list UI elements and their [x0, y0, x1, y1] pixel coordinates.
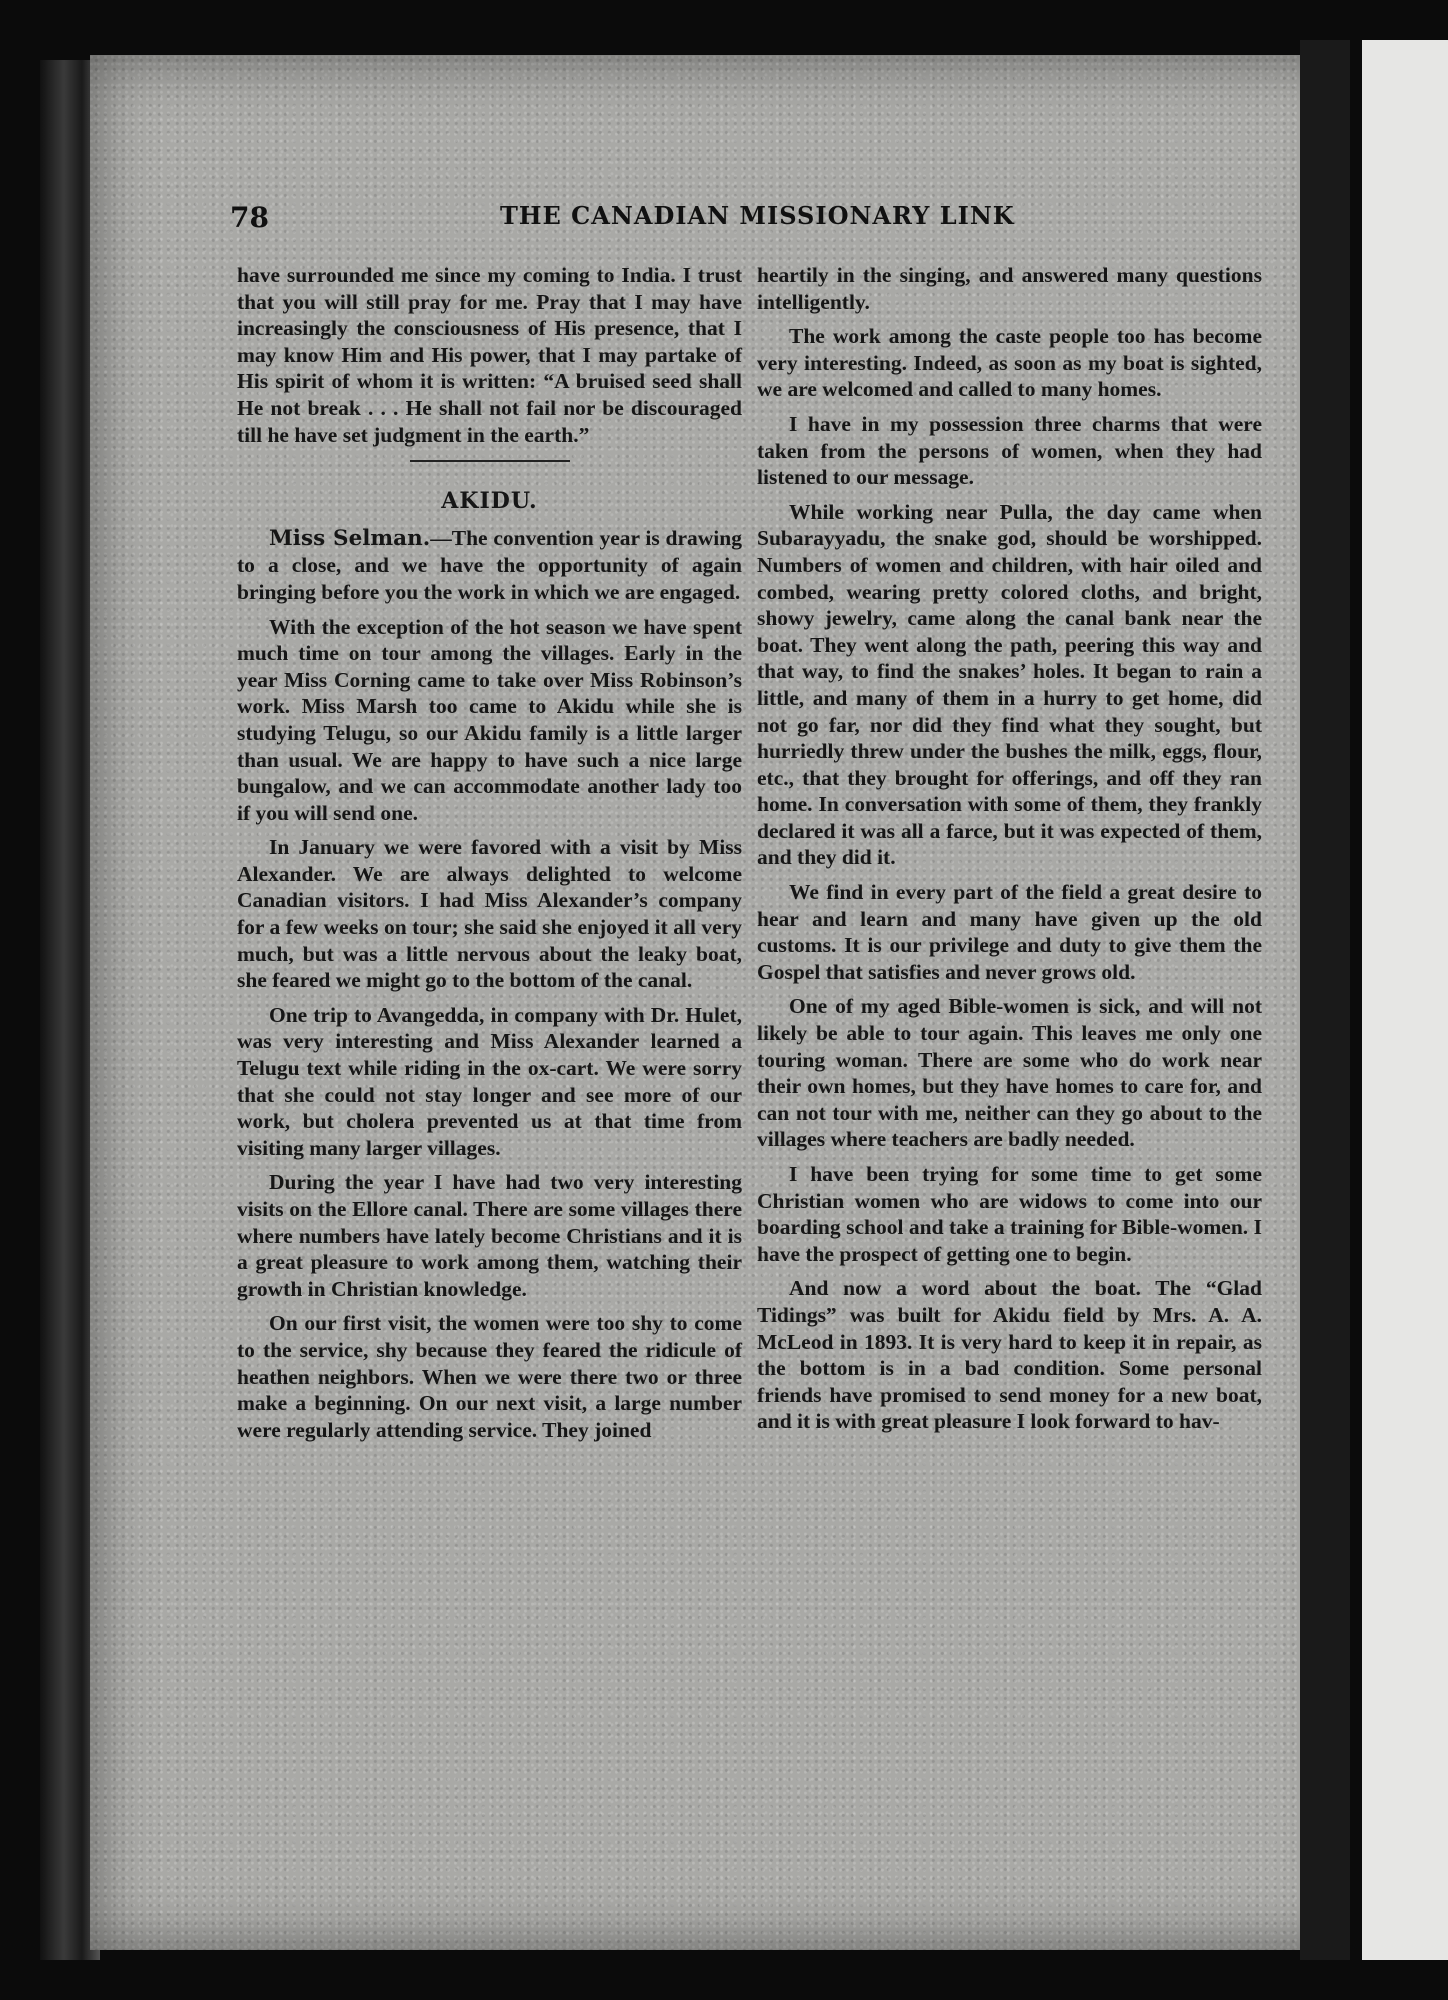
left-column [237, 262, 742, 1451]
running-head [230, 195, 1015, 235]
continued-paragraph: heartily in the singing, and answered many questions intelligently. [757, 263, 1262, 314]
paragraph: On our first visit, the women were too shy to come to the service, shy because they feared the ridicule of heathen neighbors. When we were there two or three make a beginning. On our next visit, a large number were regularly attending service. They joined [237, 1311, 742, 1442]
journal-title: THE CANADIAN MISSIONARY LINK [500, 201, 1015, 230]
section-heading: AKIDU. [441, 488, 538, 515]
paragraph: While working near Pulla, the day came when Subarayyadu, the snake god, should be worshipped. Numbers of women and children, with hair oiled and combed, wearing pretty colored cloths, and bright, showy jewelry, came along the canal bank near the boat. They went along the path, peering this way and that way, to find the snakes’ holes. It began to rain a little, and many of them in a hurry to get home, did not go far, nor did they find what they sought, but hurriedly threw under the bushes the milk, eggs, flour, etc., that they brought for offerings, and off they ran home. In conversation with some of them, they frankly declared it was all a farce, but it was expected of them, and they did it. [757, 499, 1262, 870]
page-gutter-shadow [1300, 40, 1350, 1960]
paragraph: With the exception of the hot season we have spent much time on tour among the villages. Early in the year Miss Corning came to take over Miss Robinson’s work. Miss Marsh too came to Akidu while she is studying Telugu, so our Akidu family is a little larger than usual. We are happy to have such a nice large bungalow, and we can accommodate another lady too if you will send one. [237, 614, 742, 825]
facing-page-edge [1362, 40, 1448, 1960]
intro-text: —The convention year is drawing to a close, and we have the opportunity of again bringing before you the work in which we are engaged. [237, 525, 742, 604]
paragraph: And now a word about the boat. The “Glad Tidings” was built for Akidu field by Mrs. A. A. McLeod in 1893. It is very hard to keep it in repair, as the bottom is in a bad condition. Some personal friends have promised to send money for a new boat, and it is with great pleasure I look forward to hav- [757, 1276, 1262, 1434]
section-divider [410, 460, 570, 462]
paragraph: In January we were favored with a visit by Miss Alexander. We are always delighted to welcome Canadian visitors. I had Miss Alexander’s company for a few weeks on tour; she said she enjoyed it all very much, but was a little nervous about the leaky boat, she feared we might go to the bottom of the canal. [237, 835, 742, 993]
right-column [757, 262, 1262, 1443]
paragraph: The work among the caste people too has become very interesting. Indeed, as soon as my boat is sighted, we are welcomed and called to many homes. [757, 324, 1262, 402]
intro-paragraph [237, 525, 742, 606]
paragraph: I have in my possession three charms that were taken from the persons of women, when they had listened to our message. [757, 411, 1262, 490]
page-number: 78 [230, 201, 269, 234]
paragraph: I have been trying for some time to get some Christian women who are widows to come into our boarding school and take a training for Bible-women. I have the prospect of getting one to begin. [757, 1162, 1262, 1266]
paragraph: During the year I have had two very interesting visits on the Ellore canal. There are some villages there where numbers have lately become Christians and it is a great pleasure to work among them, watching their growth in Christian knowledge. [237, 1170, 742, 1301]
paragraph: We find in every part of the field a great desire to hear and learn and many have given up the old customs. It is our privilege and duty to give them the Gospel that satisfies and never grows old. [757, 880, 1262, 984]
speaker-name: Miss Selman. [269, 525, 431, 551]
paragraph: One trip to Avangedda, in company with Dr. Hulet, was very interesting and Miss Alexander learned a Telugu text while riding in the ox-cart. We were sorry that she could not stay longer and see more of our work, but cholera prevented us at that time from visiting many larger villages. [237, 1002, 742, 1160]
paragraph: One of my aged Bible-women is sick, and will not likely be able to tour again. This leaves me only one touring woman. There are some who do work near their own homes, but they have homes to care for, and can not tour with me, neither can they go about to the villages where teachers are badly needed. [757, 994, 1262, 1152]
continued-paragraph: have surrounded me since my coming to India. I trust that you will still pray for me. Pray that I may have increasingly the consciousness of His presence, that I may know Him and His power, that I may partake of His spirit of whom it is written: “A bruised seed shall He not break . . . He shall not fail nor be discouraged till he have set judgment in the earth.” [237, 263, 742, 447]
